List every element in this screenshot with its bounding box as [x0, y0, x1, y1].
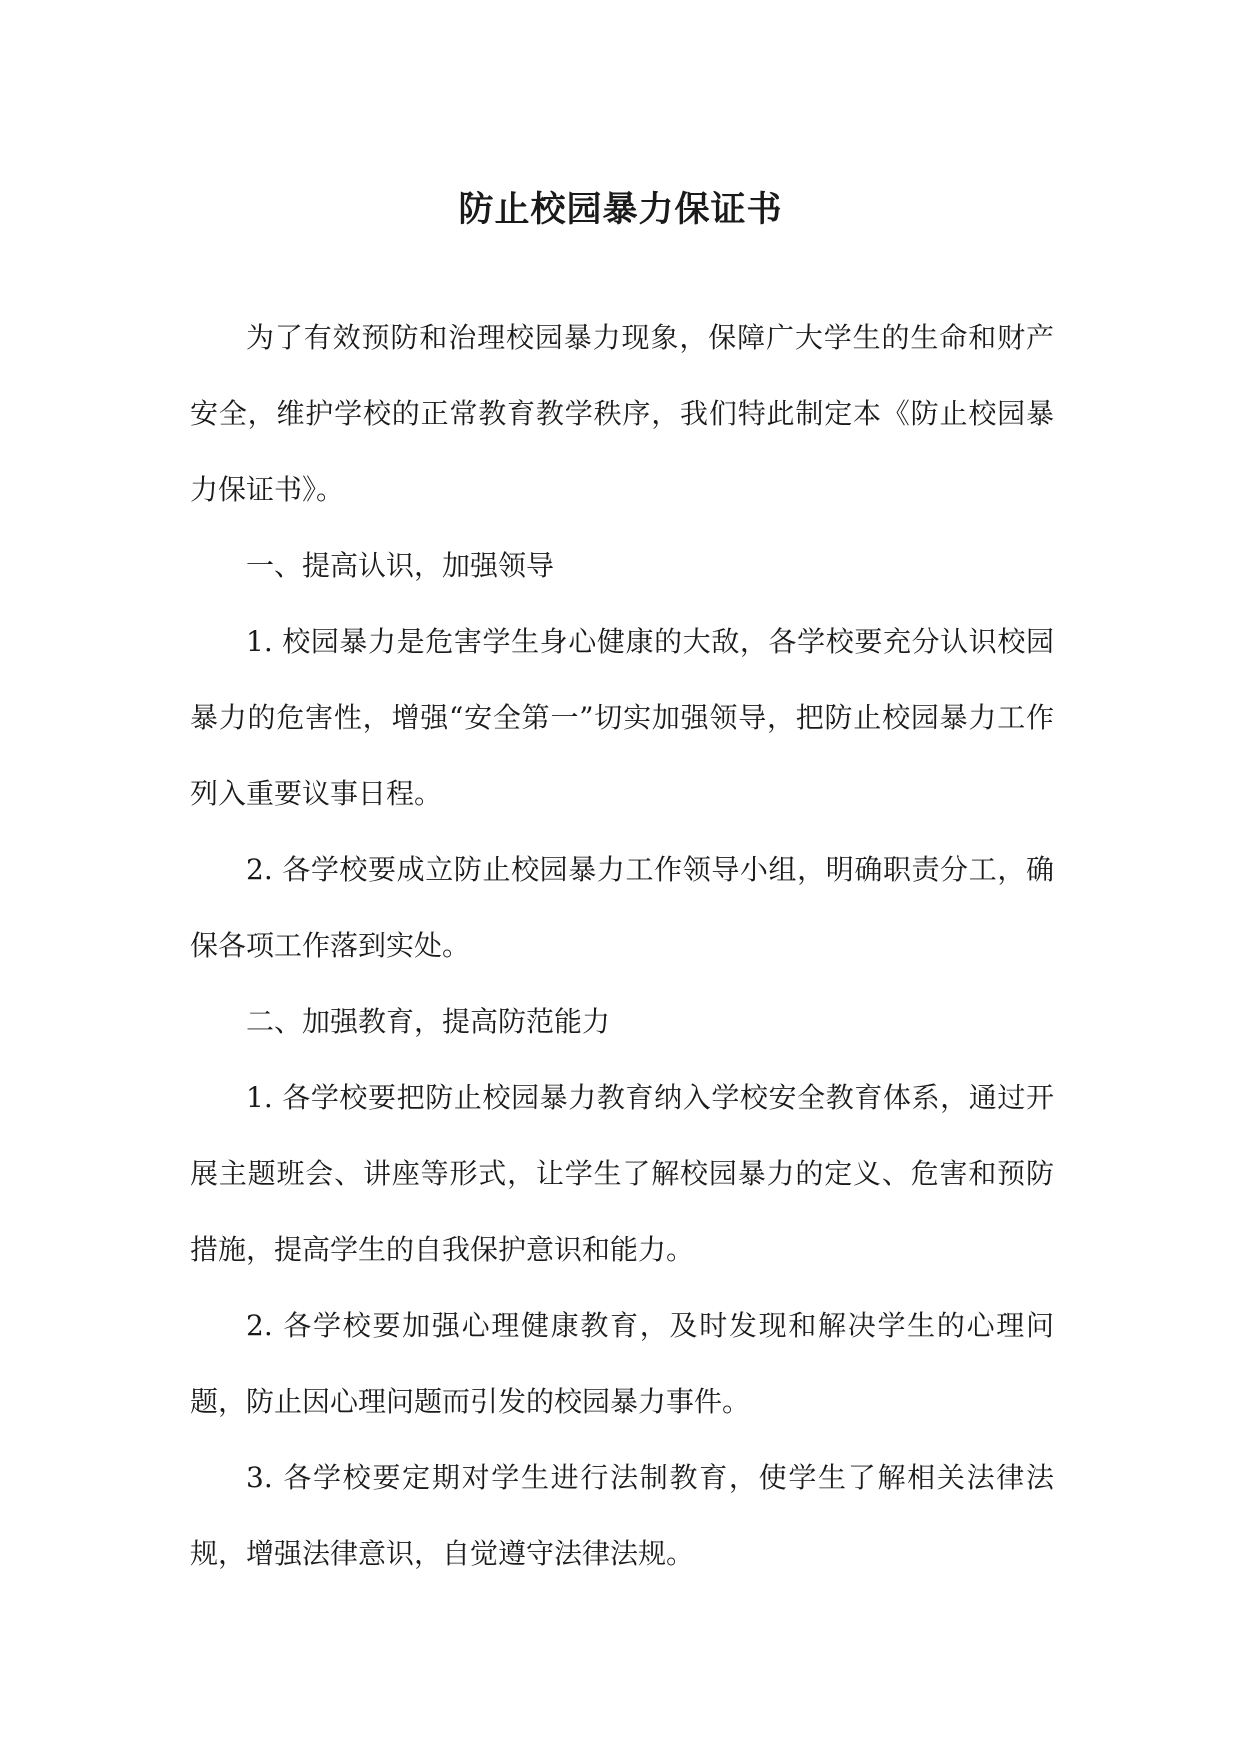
section-heading-1: 一、提高认识，加强领导: [246, 549, 555, 582]
document-title: 防止校园暴力保证书: [458, 189, 783, 230]
section-2-item-3: 3. 各学校要定期对学生进行法制教育，使学生了解相关法律法规，增强法律意识，自觉遵守法律法规。: [190, 1461, 1054, 1570]
section-heading-2: 二、加强教育，提高防范能力: [246, 1005, 611, 1038]
section-2-item-2: 2. 各学校要加强心理健康教育，及时发现和解决学生的心理问题，防止因心理问题而引发的校园暴力事件。: [190, 1309, 1054, 1418]
section-2-item-1: 1. 各学校要把防止校园暴力教育纳入学校安全教育体系，通过开展主题班会、讲座等形式，让学生了解校园暴力的定义、危害和预防措施，提高学生的自我保护意识和能力。: [190, 1081, 1054, 1266]
document-body: [190, 300, 1054, 1592]
section-1-item-1: 1. 校园暴力是危害学生身心健康的大敌，各学校要充分认识校园暴力的危害性，增强“安全第一”切实加强领导，把防止校园暴力工作列入重要议事日程。: [190, 625, 1054, 810]
section-1-item-2: 2. 各学校要成立防止校园暴力工作领导小组，明确职责分工，确保各项工作落到实处。: [190, 853, 1054, 962]
intro-paragraph: 为了有效预防和治理校园暴力现象，保障广大学生的生命和财产安全，维护学校的正常教育教学秩序，我们特此制定本《防止校园暴力保证书》。: [190, 321, 1054, 506]
